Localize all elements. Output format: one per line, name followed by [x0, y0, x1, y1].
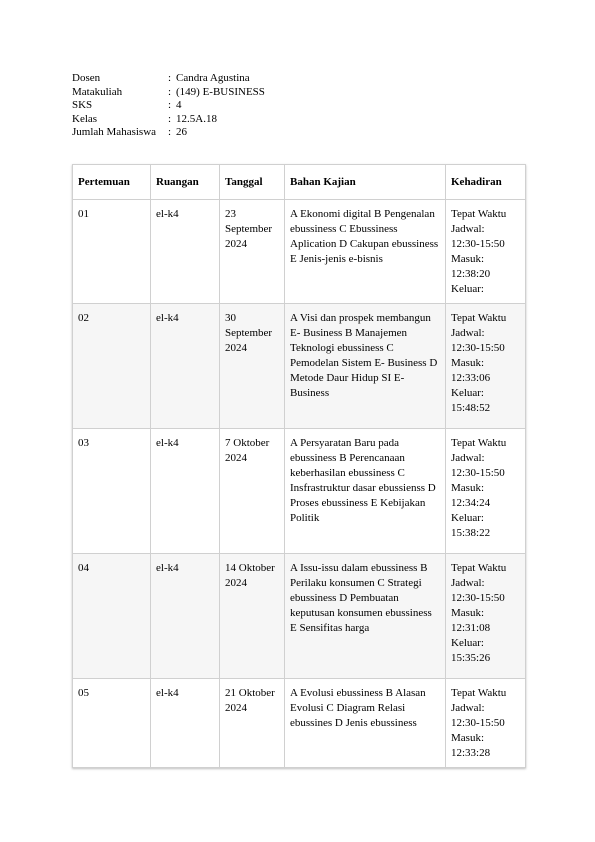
table-row — [73, 679, 526, 768]
cell-tanggal: 7 Oktober 2024 — [220, 429, 285, 554]
jadwal-label: Jadwal: — [451, 452, 485, 464]
colon: : — [168, 85, 172, 98]
matakuliah-value: (149) E-BUSINESS — [176, 85, 265, 98]
masuk-label: Masuk: — [451, 732, 484, 744]
cell-ruangan: el-k4 — [151, 429, 220, 554]
header-tanggal: Tanggal — [220, 165, 285, 200]
cell-bahan-kajian: A Evolusi ebussiness B Alasan Evolusi C Diagram Relasi ebussines D Jenis ebussiness — [285, 679, 446, 768]
jadwal-label: Jadwal: — [451, 577, 485, 589]
masuk-value: 12:38:20 — [451, 268, 491, 280]
kelas-value: 12.5A.18 — [176, 112, 217, 125]
kelas-label: Kelas — [72, 112, 98, 125]
jadwal-label: Jadwal: — [451, 327, 485, 339]
masuk-label: Masuk: — [451, 253, 484, 265]
jadwal-value: 12:30-15:50 — [451, 467, 505, 479]
jumlah-value: 26 — [176, 126, 187, 139]
jumlah-row — [72, 126, 265, 140]
cell-tanggal: 14 Oktober 2024 — [220, 554, 285, 679]
masuk-value: 12:33:28 — [451, 747, 491, 759]
masuk-label: Masuk: — [451, 482, 484, 494]
cell-pertemuan: 01 — [73, 200, 151, 304]
cell-kehadiran — [446, 679, 526, 768]
cell-tanggal: 23 September 2024 — [220, 200, 285, 304]
masuk-label: Masuk: — [451, 607, 484, 619]
dosen-row — [72, 72, 265, 86]
cell-kehadiran — [446, 304, 526, 429]
keluar-value: 15:48:52 — [451, 402, 491, 414]
cell-bahan-kajian: A Visi dan prospek membangun E- Business B Manajemen Teknologi ebussiness C Pemodelan Sistem E- Business D Metode Daur Hidup SI E- Business — [285, 304, 446, 429]
kehadiran-status: Tepat Waktu — [451, 437, 507, 449]
cell-kehadiran — [446, 554, 526, 679]
kehadiran-status: Tepat Waktu — [451, 562, 507, 574]
cell-ruangan: el-k4 — [151, 679, 220, 768]
cell-pertemuan: 03 — [73, 429, 151, 554]
kehadiran-status: Tepat Waktu — [451, 687, 507, 699]
cell-ruangan: el-k4 — [151, 200, 220, 304]
masuk-label: Masuk: — [451, 357, 484, 369]
header-ruangan: Ruangan — [151, 165, 220, 200]
cell-ruangan: el-k4 — [151, 304, 220, 429]
header-bahan-kajian: Bahan Kajian — [285, 165, 446, 200]
colon: : — [168, 72, 172, 84]
cell-bahan-kajian: A Ekonomi digital B Pengenalan ebussiness C Ebussiness Aplication D Cakupan ebussiness E Jenis-jenis e-bisnis — [285, 200, 446, 304]
matakuliah-row — [72, 86, 265, 100]
keluar-label: Keluar: — [451, 283, 484, 295]
table-row — [73, 304, 526, 429]
masuk-value: 12:34:24 — [451, 497, 491, 509]
cell-ruangan: el-k4 — [151, 554, 220, 679]
jadwal-value: 12:30-15:50 — [451, 342, 505, 354]
keluar-value: 15:38:22 — [451, 527, 491, 539]
cell-bahan-kajian: A Persyaratan Baru pada ebussiness B Perencanaan keberhasilan ebussiness C Insfrastruktur dasar ebussienss D Proses ebussiness E Kebijakan Politik — [285, 429, 446, 554]
header-pertemuan: Pertemuan — [73, 165, 151, 200]
kehadiran-status: Tepat Waktu — [451, 312, 507, 324]
kehadiran-status: Tepat Waktu — [451, 208, 507, 220]
cell-kehadiran — [446, 200, 526, 304]
matakuliah-label: Matakuliah — [72, 85, 123, 98]
table-row — [73, 554, 526, 679]
colon: : — [168, 99, 172, 112]
jadwal-label: Jadwal: — [451, 223, 485, 235]
cell-kehadiran — [446, 429, 526, 554]
table-header-row — [73, 165, 526, 200]
masuk-value: 12:31:08 — [451, 622, 491, 634]
keluar-label: Keluar: — [451, 387, 484, 399]
cell-tanggal: 30 September 2024 — [220, 304, 285, 429]
jadwal-value: 12:30-15:50 — [451, 592, 505, 604]
jadwal-label: Jadwal: — [451, 702, 485, 714]
header-kehadiran: Kehadiran — [446, 165, 526, 200]
dosen-label: Dosen — [72, 72, 101, 84]
jadwal-value: 12:30-15:50 — [451, 238, 505, 250]
cell-pertemuan: 02 — [73, 304, 151, 429]
sks-row — [72, 99, 265, 113]
dosen-value: Candra Agustina — [176, 72, 250, 84]
masuk-value: 12:33:06 — [451, 372, 491, 384]
sks-label: SKS — [72, 99, 93, 112]
table-row — [73, 429, 526, 554]
colon: : — [168, 126, 172, 139]
keluar-value: 15:35:26 — [451, 652, 491, 664]
cell-pertemuan: 05 — [73, 679, 151, 768]
jumlah-label: Jumlah Mahasiswa — [72, 126, 157, 139]
cell-bahan-kajian: A Issu-issu dalam ebussiness B Perilaku konsumen C Strategi ebussiness D Pembuatan keputusan konsumen ebussiness E Sensifitas harga — [285, 554, 446, 679]
colon: : — [168, 112, 172, 125]
course-info — [72, 72, 265, 140]
keluar-label: Keluar: — [451, 512, 484, 524]
cell-pertemuan: 04 — [73, 554, 151, 679]
table-row — [73, 200, 526, 304]
cell-tanggal: 21 Oktober 2024 — [220, 679, 285, 768]
jadwal-value: 12:30-15:50 — [451, 717, 505, 729]
kelas-row — [72, 113, 265, 127]
attendance-table — [72, 164, 526, 768]
keluar-label: Keluar: — [451, 637, 484, 649]
sks-value: 4 — [176, 99, 182, 112]
